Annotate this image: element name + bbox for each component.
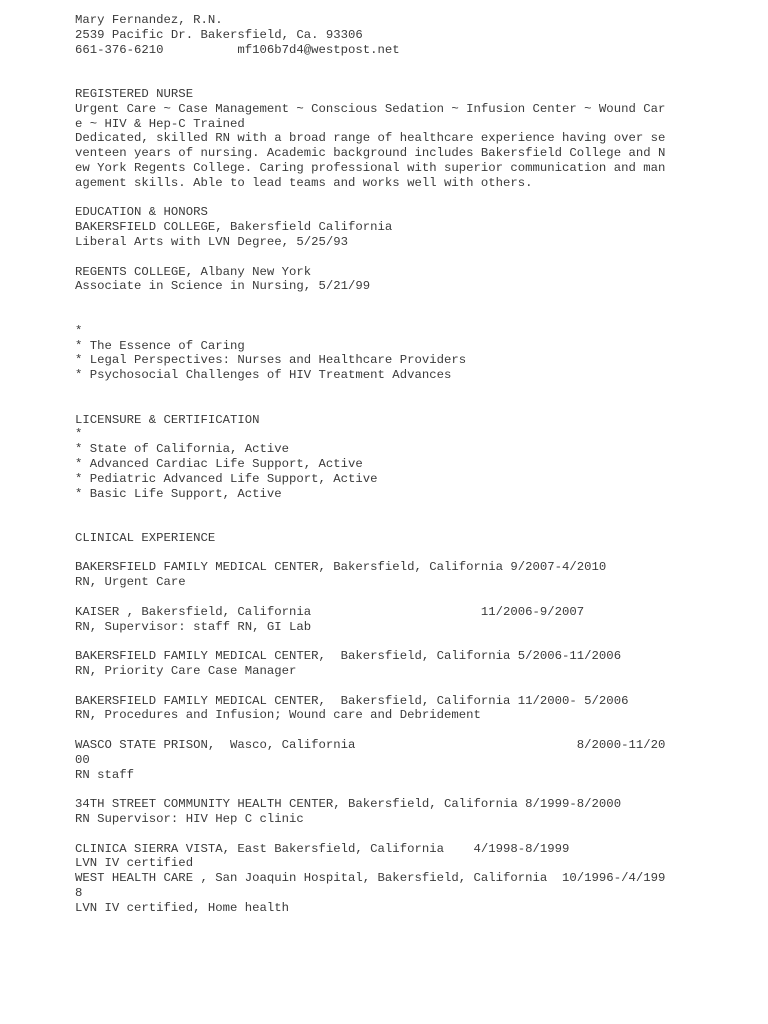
resume-document	[75, 13, 675, 916]
contact-phone-email: 661-376-6210 mf106b7d4@westpost.net	[75, 42, 400, 57]
job-role: RN staff	[75, 767, 135, 782]
honors-item: * Psychosocial Challenges of HIV Treatment Advances	[75, 368, 452, 383]
licensure-item: * Basic Life Support, Active	[75, 486, 282, 501]
job-entry	[75, 871, 675, 915]
job-role: RN Supervisor: HIV Hep C clinic	[75, 812, 304, 827]
job-role: LVN IV certified, Home health	[75, 900, 290, 915]
job-role: RN, Procedures and Infusion; Wound care and Debridement	[75, 708, 481, 723]
summary-line: agement skills. Able to lead teams and works well with others.	[75, 175, 533, 190]
licensure-heading: LICENSURE & CERTIFICATION	[75, 412, 260, 427]
job-employer: CLINICA SIERRA VISTA, East Bakersfield, California 4/1998-8/1999	[75, 841, 570, 856]
job-employer-wrap: 8	[75, 886, 83, 901]
education-degree: Liberal Arts with LVN Degree, 5/25/93	[75, 234, 349, 249]
summary-line: e ~ HIV & Hep-C Trained	[75, 116, 245, 131]
honors-item: * Legal Perspectives: Nurses and Healthcare Providers	[75, 353, 467, 368]
contact-address: 2539 Pacific Dr. Bakersfield, Ca. 93306	[75, 27, 363, 42]
summary-line: Dedicated, skilled RN with a broad range of healthcare experience having over se	[75, 131, 666, 146]
job-role: RN, Priority Care Case Manager	[75, 664, 297, 679]
job-employer-wrap: 00	[75, 752, 90, 767]
summary-section	[75, 87, 675, 191]
job-employer: WEST HEALTH CARE , San Joaquin Hospital, Bakersfield, California 10/1996-/4/199	[75, 871, 666, 886]
licensure-item: *	[75, 427, 83, 442]
education-section	[75, 205, 675, 383]
summary-heading: REGISTERED NURSE	[75, 86, 194, 101]
job-employer: BAKERSFIELD FAMILY MEDICAL CENTER, Bakersfield, California 5/2006-11/2006	[75, 649, 622, 664]
job-role: RN, Supervisor: staff RN, GI Lab	[75, 619, 312, 634]
job-employer: WASCO STATE PRISON, Wasco, California 8/2000-11/20	[75, 738, 666, 753]
job-entry	[75, 560, 675, 590]
job-entry	[75, 605, 675, 635]
contact-block	[75, 13, 675, 57]
licensure-item: * Pediatric Advanced Life Support, Active	[75, 471, 378, 486]
experience-section	[75, 531, 675, 916]
job-employer: BAKERSFIELD FAMILY MEDICAL CENTER, Bakersfield, California 11/2000- 5/2006	[75, 693, 629, 708]
job-role: LVN IV certified	[75, 856, 194, 871]
honors-item: * The Essence of Caring	[75, 338, 245, 353]
summary-line: Urgent Care ~ Case Management ~ Conscious Sedation ~ Infusion Center ~ Wound Car	[75, 101, 666, 116]
job-employer: KAISER , Bakersfield, California 11/2006-9/2007	[75, 604, 585, 619]
job-employer: 34TH STREET COMMUNITY HEALTH CENTER, Bakersfield, California 8/1999-8/2000	[75, 797, 622, 812]
education-degree: Associate in Science in Nursing, 5/21/99	[75, 279, 371, 294]
summary-line: venteen years of nursing. Academic background includes Bakersfield College and N	[75, 146, 666, 161]
summary-line: ew York Regents College. Caring professional with superior communication and man	[75, 160, 666, 175]
job-entry	[75, 842, 675, 872]
licensure-item: * State of California, Active	[75, 442, 290, 457]
job-entry	[75, 797, 675, 827]
job-employer: BAKERSFIELD FAMILY MEDICAL CENTER, Bakersfield, California 9/2007-4/2010	[75, 560, 607, 575]
honors-item: *	[75, 323, 83, 338]
job-entry	[75, 738, 675, 782]
experience-heading: CLINICAL EXPERIENCE	[75, 530, 216, 545]
job-entry	[75, 649, 675, 679]
education-school: BAKERSFIELD COLLEGE, Bakersfield California	[75, 220, 393, 235]
education-heading: EDUCATION & HONORS	[75, 205, 208, 220]
job-entry	[75, 694, 675, 724]
education-school: REGENTS COLLEGE, Albany New York	[75, 264, 312, 279]
contact-name: Mary Fernandez, R.N.	[75, 13, 223, 27]
licensure-item: * Advanced Cardiac Life Support, Active	[75, 456, 363, 471]
licensure-section	[75, 413, 675, 502]
job-role: RN, Urgent Care	[75, 575, 186, 590]
